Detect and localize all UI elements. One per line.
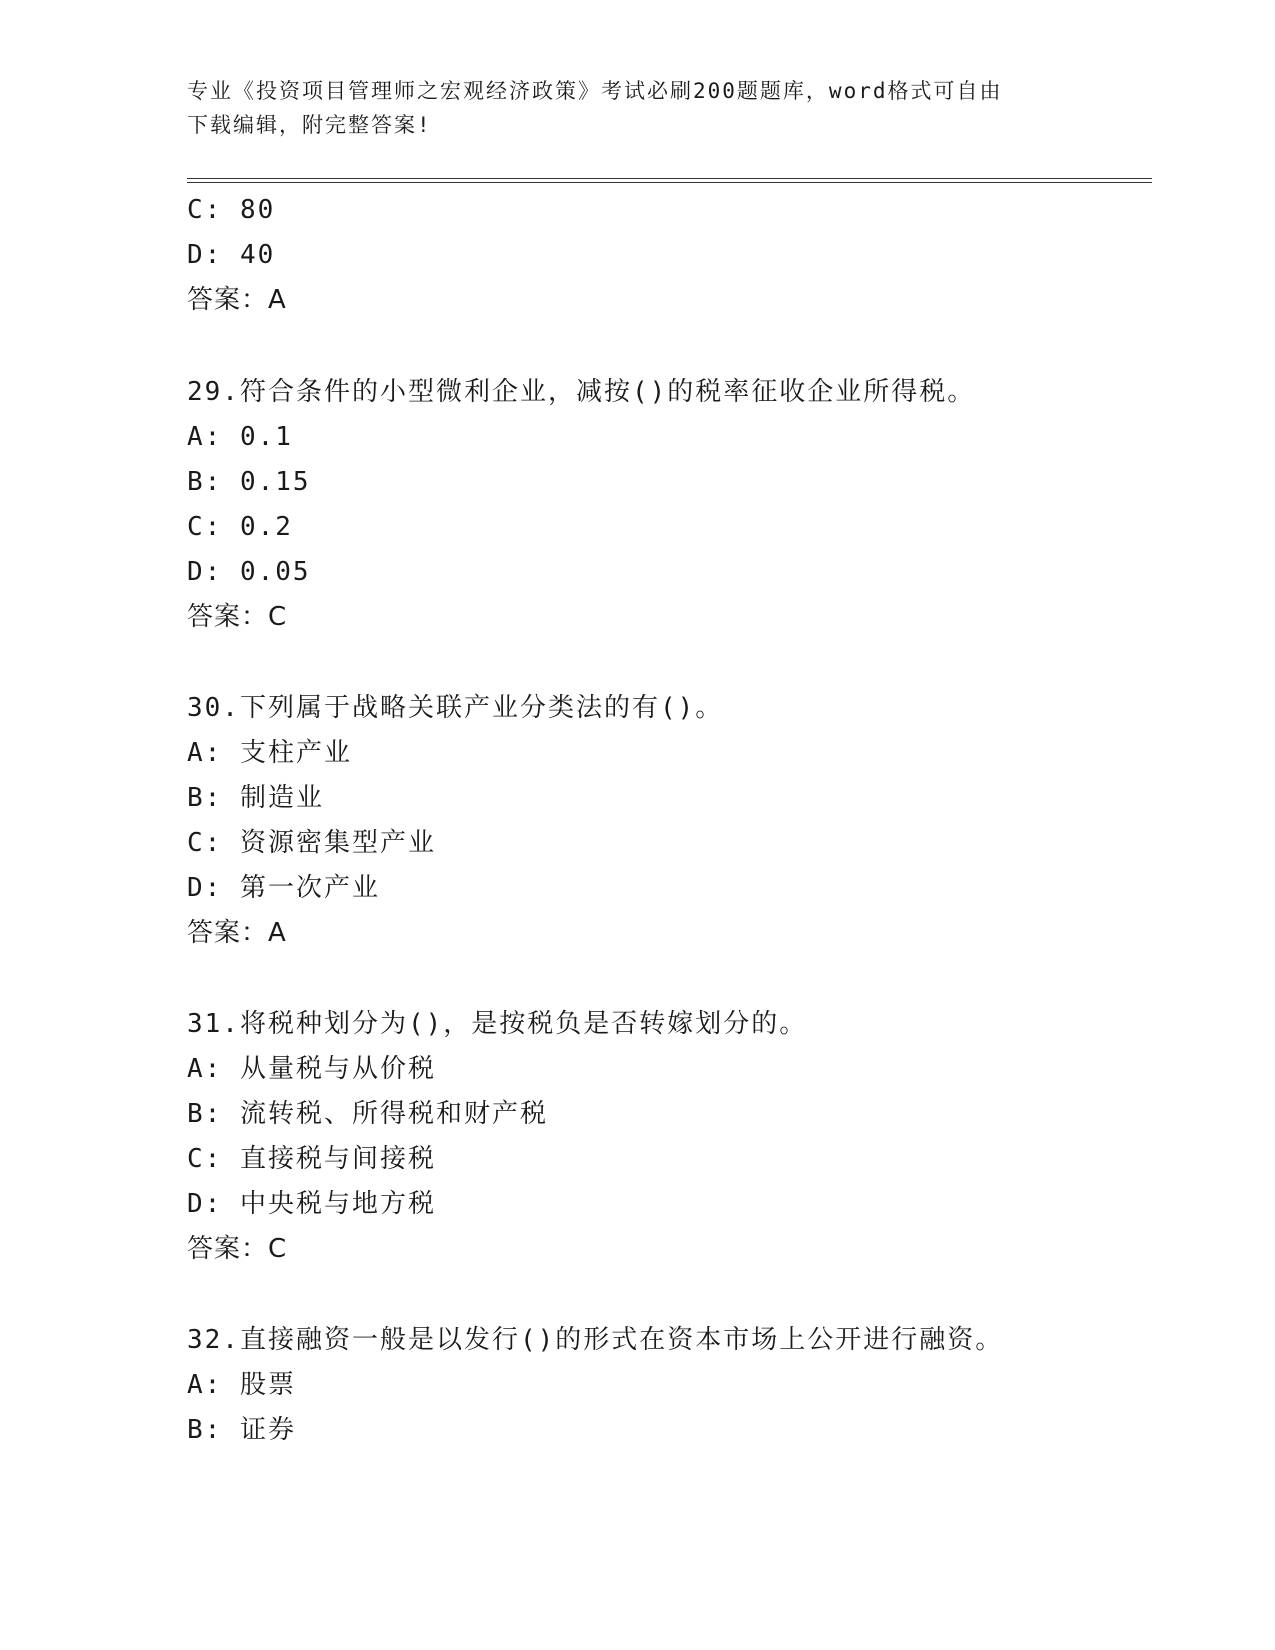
answer: 答案：C xyxy=(187,602,288,632)
option-b: B: 0.15 xyxy=(187,467,311,497)
option-d: D: 第一次产业 xyxy=(187,873,380,903)
question-29: 29.符合条件的小型微利企业，减按()的税率征收企业所得税。 xyxy=(187,377,976,407)
option-a: A: 从量税与从价税 xyxy=(187,1054,436,1084)
question-32: 32.直接融资一般是以发行()的形式在资本市场上公开进行融资。 xyxy=(187,1325,1004,1355)
option-a: A: 股票 xyxy=(187,1370,296,1400)
option-b: B: 流转税、所得税和财产税 xyxy=(187,1099,548,1129)
option-d: D: 40 xyxy=(187,240,276,270)
header-line-2: 下载编辑，附完整答案! xyxy=(187,113,432,137)
header-line-1: 专业《投资项目管理师之宏观经济政策》考试必刷200题题库，word格式可自由 xyxy=(187,79,1003,103)
option-d: D: 中央税与地方税 xyxy=(187,1189,436,1219)
answer: 答案：C xyxy=(187,1234,288,1264)
option-b: B: 证券 xyxy=(187,1415,296,1445)
answer: 答案：A xyxy=(187,918,287,948)
option-c: C: 直接税与间接税 xyxy=(187,1144,436,1174)
option-c: C: 80 xyxy=(187,195,276,225)
question-30: 30.下列属于战略关联产业分类法的有()。 xyxy=(187,693,724,723)
document-header xyxy=(187,74,1067,142)
option-c: C: 0.2 xyxy=(187,512,293,542)
option-a: A: 支柱产业 xyxy=(187,738,352,768)
option-b: B: 制造业 xyxy=(187,783,324,813)
header-divider xyxy=(187,178,1152,183)
option-c: C: 资源密集型产业 xyxy=(187,828,436,858)
option-a: A: 0.1 xyxy=(187,422,293,452)
question-31: 31.将税种划分为()，是按税负是否转嫁划分的。 xyxy=(187,1009,808,1039)
option-d: D: 0.05 xyxy=(187,557,311,587)
answer: 答案：A xyxy=(187,285,287,315)
